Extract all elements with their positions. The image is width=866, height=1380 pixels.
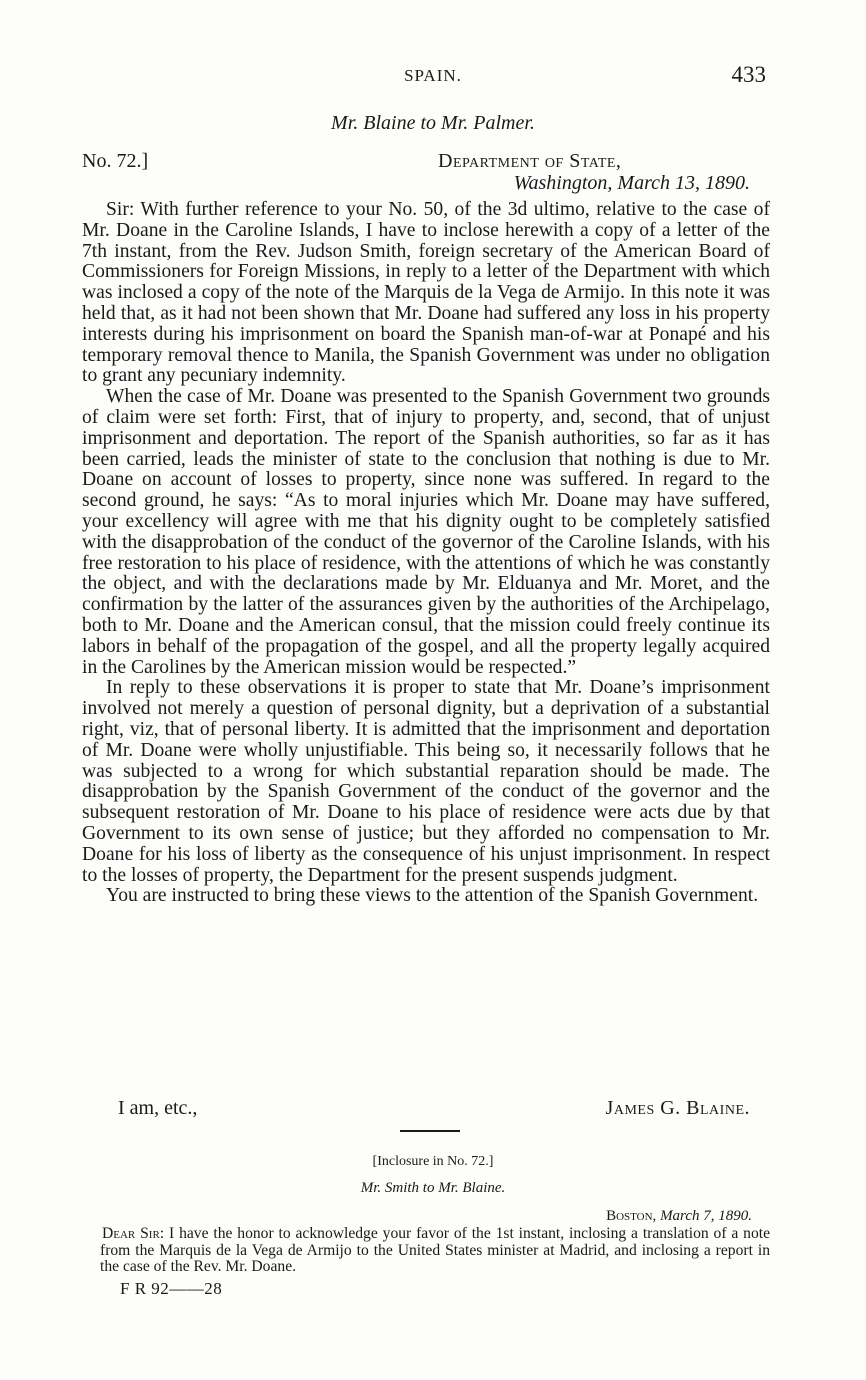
paragraph: When the case of Mr. Doane was presented to the Spanish Government two grounds of claim were set forth: First, that of injury to property, and, second, that of unjust imprisonment and deportation. The report of the Spanish authorities, so far as it has been carried, leads the minister of state to the conclusion that nothing is due to Mr. Doane on account of losses to property, since none was suffered. In regard to the second ground, he says: “As to moral injuries which Mr. Doane may have suffered, your excellency will agree with me that his dignity ought to be completely satisfied with the disapprobation of the conduct of the governor of the Caroline Islands, with his free restoration to his place of residence, with the attentions of which he was constantly the object, and with the declarations made by Mr. Elduanya and Mr. Moret, and the confirmation by the latter of the assurances given by the authorities of the Archipelago, both to Mr. Doane and the American consul, that the mission could freely continue its labors in behalf of the propagation of the gospel, and all the property legally acquired in the Carolines by the American mission would be respected.” [82, 386, 770, 678]
signature: James G. Blaine. [605, 1097, 750, 1119]
paragraph: In reply to these observations it is proper to state that Mr. Doane’s imprisonment involved not merely a question of personal dignity, but a deprivation of a substantial right, viz, that of personal liberty. It is admitted that the imprisonment and deportation of Mr. Doane were wholly unjustifiable. This being so, it necessarily follows that he was subjected to a wrong for which substantial reparation should be made. The disapprobation by the Spanish Government of the conduct of the governor and the subsequent restoration of Mr. Doane to his place of residence were acts due by that Government to its own sense of justice; but they afforded no compensation to Mr. Doane for his loss of liberty as the consequence of his unjust imprisonment. In respect to the losses of property, the Department for the present suspends judgment. [82, 677, 770, 886]
department-name: Department of State, [438, 150, 622, 172]
letter-body [82, 200, 770, 907]
signature-mark: F R 92——28 [120, 1279, 223, 1298]
inclosure-date [606, 1208, 752, 1225]
salutation: Dear Sir: [102, 1225, 165, 1242]
inclosure-body [100, 1226, 770, 1276]
letter-heading: Mr. Blaine to Mr. Palmer. [331, 112, 535, 134]
paragraph: Sir: With further reference to your No. 50, of the 3d ultimo, relative to the case of Mr. Doane in the Caroline Islands, I have to inclose herewith a copy of a letter of the 7th instant, from the Rev. Judson Smith, foreign secretary of the American Board of Commissioners for Foreign Missions, in reply to a letter of the Department with which was inclosed a copy of the note of the Marquis de la Vega de Armijo. In this note it was held that, as it had not been shown that Mr. Doane had suffered any loss in his property interests during his imprisonment on board the Spanish man-of-war at Ponapé and his temporary removal thence to Manila, the Spanish Government was under no obligation to grant any pecuniary indemnity. [82, 199, 770, 387]
inclosure-label: [Inclosure in No. 72.] [372, 1154, 494, 1169]
inclosure-heading: Mr. Smith to Mr. Blaine. [360, 1180, 506, 1196]
inclosure-text: I have the honor to acknowledge your favor of the 1st instant, inclosing a translation of a note from the Marquis de la Vega de Armijo to the United States minister at Madrid, and inclosing a report in the case of the Rev. Mr. Doane. [100, 1225, 771, 1275]
place-date: Washington, March 13, 1890. [513, 172, 750, 194]
section-divider [400, 1130, 460, 1132]
inclosure-city: Boston, [606, 1208, 657, 1224]
document-number: No. 72.] [82, 150, 149, 172]
inclosure-date-text: March 7, 1890. [660, 1208, 752, 1224]
page-number: 433 [731, 62, 766, 87]
running-title: SPAIN. [404, 66, 462, 85]
closing: I am, etc., [118, 1097, 198, 1119]
signature-block [82, 1097, 750, 1121]
paragraph: You are instructed to bring these views to the attention of the Spanish Government. [106, 885, 759, 907]
